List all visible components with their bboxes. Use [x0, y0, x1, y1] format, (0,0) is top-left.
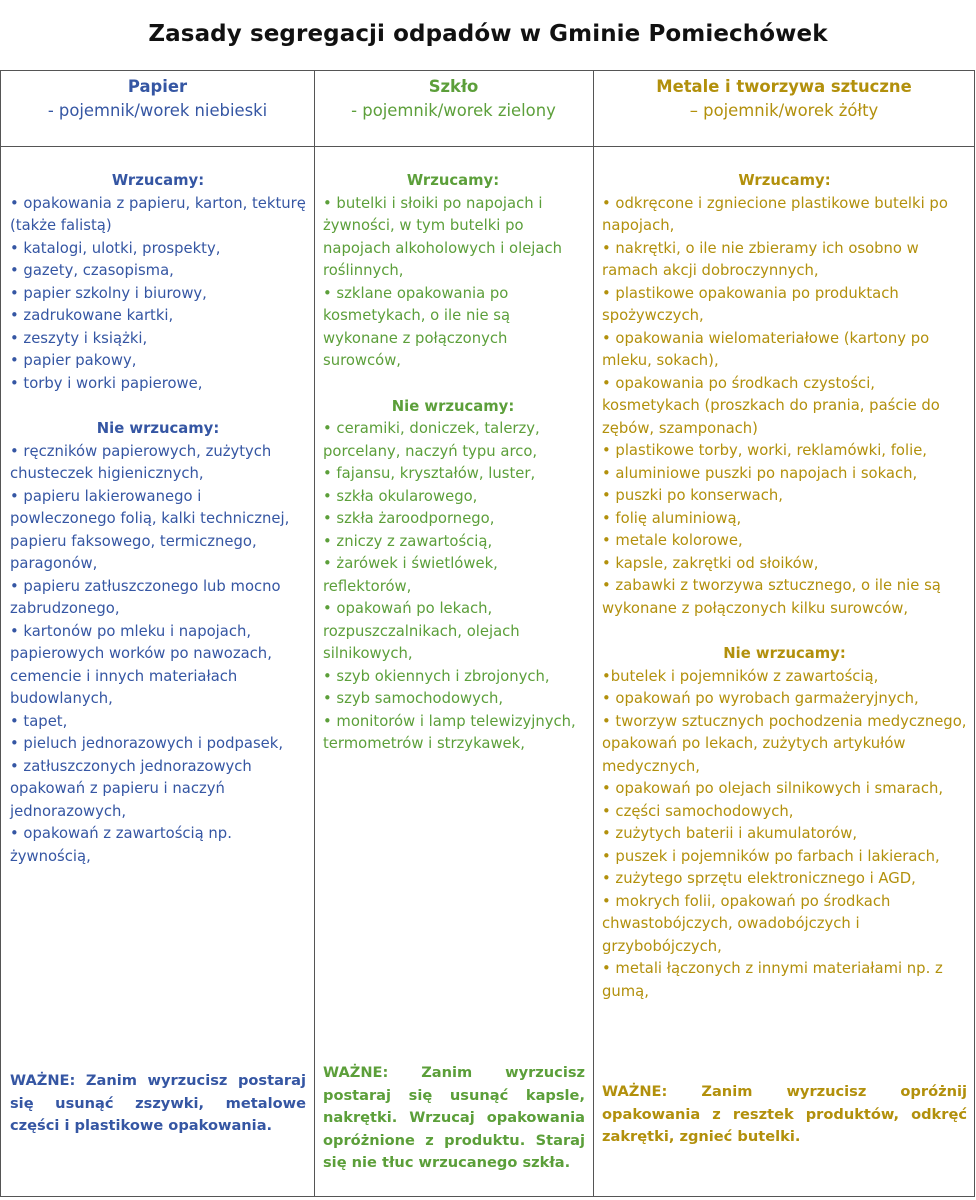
list-item: • torby i worki papierowe,	[10, 374, 203, 392]
list-item: • odkręcone i zgniecione plastikowe butelki po napojach,	[602, 194, 948, 234]
list-item: • metale kolorowe,	[602, 532, 743, 549]
list-item: • szklane opakowania po kosmetykach, o ile nie są wykonane z połączonych surowców,	[323, 284, 511, 369]
list-item: • nakrętki, o ile nie zbieramy ich osobno w ramach akcji dobroczynnych,	[602, 239, 919, 279]
list-item: • metali łączonych z innymi materiałami np. z gumą,	[602, 960, 943, 1000]
glass-important-note: WAŻNE: Zanim wyrzucisz postaraj się usunąć kapsle, nakrętki. Wrzucaj opakowania opróżnione z produktu. Staraj się nie tłuc wrzucanego szkła.	[323, 1064, 585, 1171]
list-item: • opakowania wielomateriałowe (kartony po mleku, sokach),	[602, 329, 930, 369]
list-item: • papieru zatłuszczonego lub mocno zabrudzonego,	[10, 577, 281, 617]
list-item: • pieluch jednorazowych i podpasek,	[10, 735, 284, 752]
list-item: • zużytego sprzętu elektronicznego i AGD,	[602, 870, 916, 887]
list-item: • szyb samochodowych,	[323, 690, 504, 707]
metal-out-list	[602, 666, 967, 1004]
glass-in-list	[323, 193, 583, 373]
header-glass-container: - pojemnik/worek zielony	[351, 101, 556, 120]
list-item: • gazety, czasopisma,	[10, 262, 174, 279]
list-item: • zabawki z tworzywa sztucznego, o ile nie są wykonane z połączonych kilku surowców,	[602, 577, 941, 617]
list-item: • opakowań po wyrobach garmażeryjnych,	[602, 690, 919, 707]
list-item: • szkła okularowego,	[323, 487, 478, 505]
paper-in-label: Wrzucamy:	[111, 172, 205, 189]
list-item: • opakowania po środkach czystości, kosmetykach (proszkach do prania, paście do zębów, szamponach)	[602, 374, 940, 437]
list-item: • papieru lakierowanego i powleczonego folią, kalki technicznej, papieru faksowego, termicznego, paragonów,	[10, 487, 290, 572]
header-paper-container: - pojemnik/worek niebieski	[47, 101, 268, 120]
list-item: • folię aluminiową,	[602, 509, 742, 527]
header-metal	[593, 71, 975, 147]
list-item: • opakowań po olejach silnikowych i smarach,	[602, 780, 944, 797]
paper-in-list	[10, 193, 306, 396]
header-paper	[1, 71, 314, 147]
header-paper-name: Papier	[127, 77, 188, 96]
metal-important-note: WAŻNE: Zanim wyrzucisz opróżnij opakowania z resztek produktów, odkręć zakrętki, zgnieć butelki.	[602, 1083, 967, 1145]
list-item: • fajansu, kryształów, luster,	[323, 465, 536, 482]
list-item: • opakowań po lekach, rozpuszczalnikach, olejach silnikowych,	[323, 600, 520, 662]
list-item: • szyb okiennych i zbrojonych,	[323, 667, 550, 685]
list-item: • butelki i słoiki po napojach i żywności, w tym butelki po napojach alkoholowych i olejach roślinnych,	[323, 194, 563, 279]
list-item: • puszek i pojemników po farbach i lakierach,	[602, 847, 940, 865]
list-item: • zużytych baterii i akumulatorów,	[602, 825, 858, 842]
list-item: • szkła żaroodpornego,	[323, 510, 495, 527]
metal-out-label: Nie wrzucamy:	[723, 645, 846, 662]
metal-in-list	[602, 193, 967, 621]
page-title: Zasady segregacji odpadów w Gminie Pomiechówek	[148, 21, 828, 47]
list-item: • papier szkolny i biurowy,	[10, 284, 207, 302]
list-item: • katalogi, ulotki, prospekty,	[10, 239, 221, 257]
list-item: • opakowania z papieru, karton, tekturę (także falistą)	[10, 194, 306, 234]
paper-out-list	[10, 441, 306, 869]
list-item: • kartonów po mleku i napojach, papierowych worków po nawozach, cemencie i innych materiałach budowlanych,	[10, 622, 272, 707]
paper-out-label: Nie wrzucamy:	[96, 420, 220, 437]
list-item: • ceramiki, doniczek, talerzy, porcelany, naczyń typu arco,	[323, 420, 540, 460]
glass-out-list	[323, 418, 583, 756]
glass-column	[323, 170, 583, 756]
list-item: • części samochodowych,	[602, 802, 794, 820]
list-item: •butelek i pojemników z zawartością,	[602, 667, 879, 685]
column-divider	[593, 71, 594, 1196]
list-item: • zniczy z zawartością,	[323, 532, 493, 550]
list-item: • tapet,	[10, 712, 68, 730]
header-glass-name: Szkło	[428, 77, 479, 96]
list-item: • mokrych folii, opakowań po środkach chwastobójczych, owadobójczych i grzybobójczych,	[602, 892, 891, 955]
list-item: • aluminiowe puszki po napojach i sokach,	[602, 464, 918, 482]
glass-out-label: Nie wrzucamy:	[391, 397, 515, 415]
list-item: • ręczników papierowych, zużytych chusteczek higienicznych,	[10, 442, 272, 482]
list-item: • plastikowe opakowania po produktach spożywczych,	[602, 284, 899, 324]
paper-column	[10, 170, 306, 868]
metal-in-label: Wrzucamy:	[738, 172, 831, 189]
glass-in-label: Wrzucamy:	[406, 172, 500, 189]
header-metal-name: Metale i tworzywa sztuczne	[656, 77, 912, 96]
list-item: • tworzyw sztucznych pochodzenia medycznego, opakowań po lekach, zużytych artykułów medycznych,	[602, 712, 967, 775]
header-metal-container: – pojemnik/worek żółty	[689, 101, 879, 120]
list-item: • kapsle, zakrętki od słoików,	[602, 554, 819, 572]
list-item: • zatłuszczonych jednorazowych opakowań z papieru i naczyń jednorazowych,	[10, 757, 252, 820]
header-glass	[314, 71, 593, 147]
metal-column	[602, 170, 967, 1003]
list-item: • monitorów i lamp telewizyjnych, termometrów i strzykawek,	[323, 712, 576, 752]
list-item: • puszki po konserwach,	[602, 487, 783, 504]
sorting-rules-table	[0, 70, 975, 1197]
list-item: • opakowań z zawartością np. żywnością,	[10, 825, 232, 865]
list-item: • papier pakowy,	[10, 352, 137, 369]
paper-important-note: WAŻNE: Zanim wyrzucisz postaraj się usunąć zszywki, metalowe części i plastikowe opakowania.	[10, 1072, 306, 1134]
list-item: • plastikowe torby, worki, reklamówki, folie,	[602, 442, 928, 459]
column-divider	[314, 71, 315, 1196]
list-item: • zadrukowane kartki,	[10, 307, 174, 324]
list-item: • żarówek i świetlówek, reflektorów,	[323, 555, 498, 595]
list-item: • zeszyty i książki,	[10, 329, 148, 347]
